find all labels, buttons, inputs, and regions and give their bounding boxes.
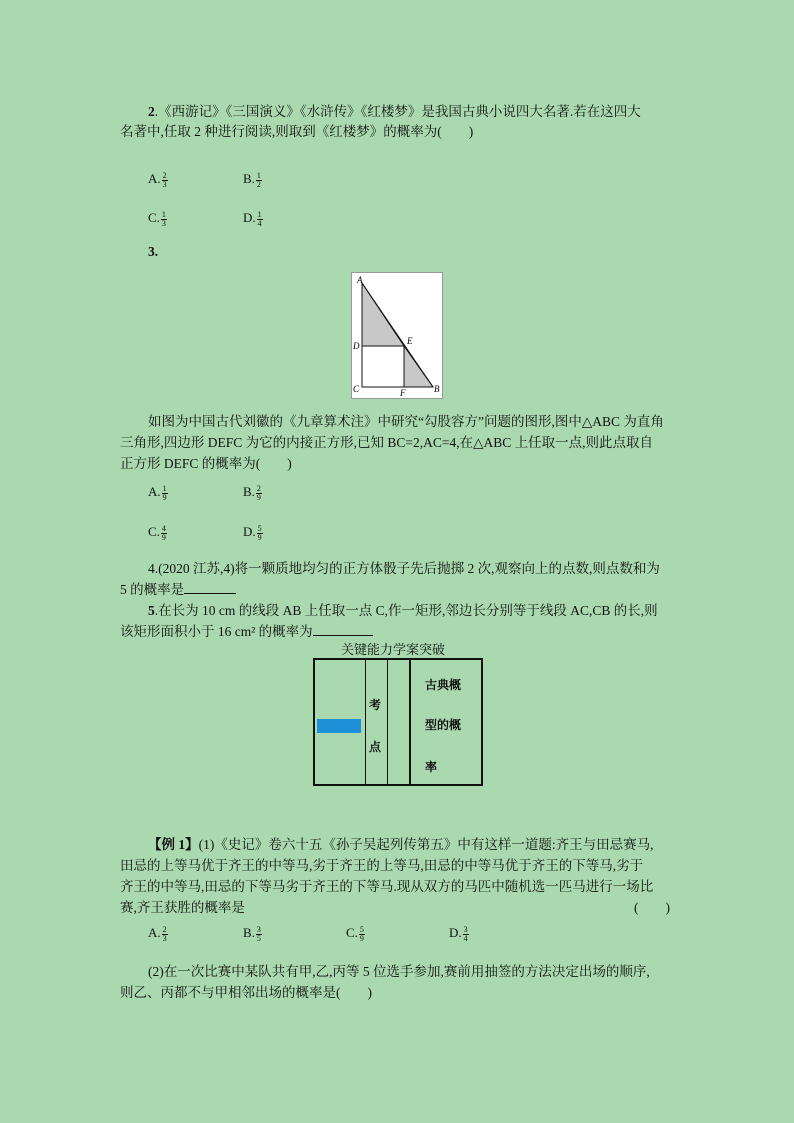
q2-line1: 2.《西游记》《三国演义》《水浒传》《红楼梦》是我国古典小说四大名著.若在这四大 [148, 104, 641, 119]
label-e: E [407, 336, 413, 346]
ex1-option-a: A. $\frac{2}{3}$ [148, 924, 167, 943]
q3-option-b: B. $\frac{2}{9}$ [243, 483, 261, 502]
table-cell-highlight [315, 660, 365, 784]
q3-option-a: A. $\frac{1}{9}$ [148, 483, 167, 502]
q3-number: 3. [148, 244, 159, 259]
label-f: F [400, 388, 406, 398]
topic-line-2: 型的概 [425, 718, 462, 732]
ex1-option-d: D. $\frac{3}{4}$ [449, 924, 468, 943]
q5-line2: 该矩形面积小于 16 cm² 的概率为 [120, 620, 373, 640]
label-c: C [353, 384, 360, 394]
geometry-diagram [352, 273, 442, 398]
q3-line2: 三角形,四边形 DEFC 为它的内接正方形,已知 BC=2,AC=4,在△ABC 上任取一点,则此点取自 [120, 435, 654, 450]
ex1-part2-line2: 则乙、丙都不与甲相邻出场的概率是( ) [120, 985, 372, 1000]
section-table [313, 658, 483, 786]
q2-line2: 名著中,任取 2 种进行阅读,则取到《红楼梦》的概率为( ) [120, 124, 474, 139]
q2-option-a: A. $\frac{2}{3}$ [148, 170, 167, 189]
q5-line1: 5.在长为 10 cm 的线段 AB 上任取一点 C,作一矩形,邻边长分别等于线段 AC,CB 的长,则 [148, 603, 658, 618]
q3-line3: 正方形 DEFC 的概率为( ) [120, 456, 292, 471]
label-a: A [357, 275, 363, 285]
q4-line2: 5 的概率是 [120, 578, 236, 598]
label-d: D [353, 341, 360, 351]
right-triangle-square-figure [351, 272, 443, 399]
ex1-line1: 【例 1】(1)《史记》卷六十五《孙子吴起列传第五》中有这样一道题:齐王与田忌赛马, [148, 837, 654, 852]
ex1-part2-line1: (2)在一次比赛中某队共有甲,乙,丙等 5 位选手参加,赛前用抽签的方法决定出场的顺序, [148, 964, 650, 979]
table-cell-kaodian [365, 660, 388, 784]
kaodian-char-2: 点 [369, 740, 382, 754]
q3-option-d: D. $\frac{5}{9}$ [243, 523, 262, 542]
kaodian-char-1: 考 [369, 698, 382, 712]
q3-line1: 如图为中国古代刘徽的《九章算术注》中研究“勾股容方”问题的图形,图中△ABC 为直角 [148, 414, 664, 429]
q4-line1: 4.(2020 江苏,4)将一颗质地均匀的正方体骰子先后抛掷 2 次,观察向上的点数,则点数和为 [148, 561, 660, 576]
q3-option-c: C. $\frac{4}{9}$ [148, 523, 166, 542]
ex1-answer-paren: ( ) [634, 900, 670, 915]
table-cell-topic [409, 660, 483, 784]
topic-line-1: 古典概 [425, 678, 462, 692]
ex1-line2: 田忌的上等马优于齐王的中等马,劣于齐王的上等马,田忌的中等马优于齐王的下等马,劣于 [120, 858, 644, 873]
ex1-option-c: C. $\frac{5}{9}$ [346, 924, 364, 943]
q4-answer-blank [184, 582, 236, 594]
q2-option-d: D. $\frac{1}{4}$ [243, 209, 262, 228]
inscribed-square [362, 346, 404, 387]
ex1-line4: 赛,齐王获胜的概率是 [120, 900, 245, 915]
highlight-block [317, 719, 361, 733]
ex1-line3: 齐王的中等马,田忌的下等马劣于齐王的下等马.现从双方的马匹中随机选一匹马进行一场比 [120, 879, 654, 894]
ex1-option-b: B. $\frac{3}{5}$ [243, 924, 261, 943]
section-title: 关键能力学案突破 [341, 643, 446, 658]
label-b: B [434, 384, 440, 394]
q2-option-c: C. $\frac{1}{3}$ [148, 209, 166, 228]
q5-answer-blank [313, 624, 373, 636]
topic-line-3: 率 [425, 760, 438, 774]
table-cell-empty [387, 660, 410, 784]
q2-option-b: B. $\frac{1}{2}$ [243, 170, 261, 189]
